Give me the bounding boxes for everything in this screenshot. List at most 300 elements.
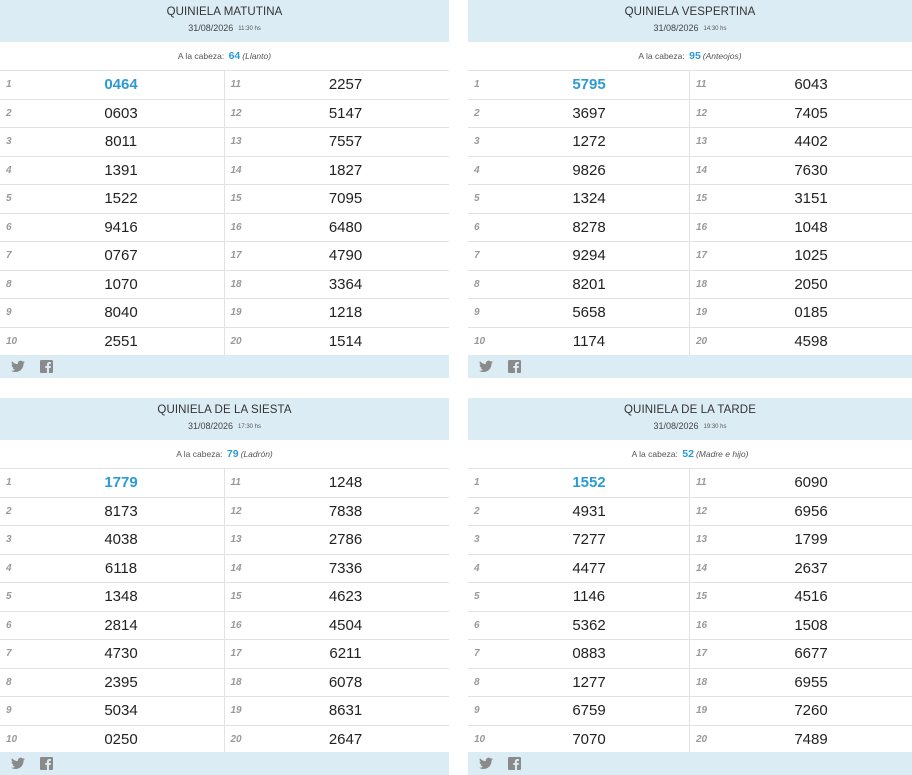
drawn-number: 1048 [794,218,828,236]
drawn-number: 2395 [104,673,138,691]
position-number: 8 [474,676,480,688]
share-bar [0,355,449,378]
drawn-number: 1508 [794,616,828,634]
drawn-number: 6090 [794,474,828,492]
drawn-number: 0603 [104,104,138,122]
result-row [690,640,912,669]
position-number: 12 [696,107,708,119]
result-row [468,214,689,243]
position-number: 19 [696,705,708,717]
drawn-number: 2637 [794,559,828,577]
position-number: 18 [230,278,242,290]
head-number: 0464 [104,76,138,94]
result-row [468,526,689,555]
result-row [0,328,224,357]
result-row [0,697,224,726]
result-row [225,185,450,214]
results-column-right [690,71,912,356]
position-number: 2 [474,505,480,517]
position-number: 3 [474,534,480,546]
results-column-right [225,469,450,754]
position-number: 12 [230,107,242,119]
result-row [225,640,450,669]
position-number: 13 [696,534,708,546]
drawn-number: 7557 [328,133,363,151]
position-number: 7 [6,648,12,660]
result-row [468,128,689,157]
result-row [0,612,224,641]
result-row [690,242,912,271]
drawn-number: 1272 [572,133,606,151]
position-number: 6 [474,619,480,631]
result-row [468,242,689,271]
result-row [0,299,224,328]
position-number: 6 [6,619,12,631]
results-grid [468,469,912,754]
draw-time: 19:30 hs [703,424,727,430]
result-row [225,555,450,584]
position-number: 1 [6,477,12,489]
draw-date-line [468,421,912,432]
position-number: 1 [474,477,480,489]
drawn-number: 7838 [328,502,363,520]
result-row [690,299,912,328]
drawn-number: 6677 [794,645,828,663]
draw-date: 31/08/2026 [653,421,699,431]
drawn-number: 6078 [328,673,363,691]
drawn-number: 5034 [104,702,138,720]
position-number: 17 [696,250,708,262]
result-row [225,726,450,755]
position-number: 12 [696,505,708,517]
position-number: 5 [6,591,12,603]
position-number: 8 [6,676,12,688]
drawn-number: 4504 [328,616,363,634]
position-number: 4 [6,164,12,176]
result-row [0,100,224,129]
result-row [468,612,689,641]
facebook-icon[interactable] [40,360,54,373]
drawn-number: 9826 [572,161,606,179]
result-row [690,214,912,243]
drawn-number: 1070 [104,275,138,293]
position-number: 15 [696,193,708,205]
result-row [0,669,224,698]
cabeza-meaning: (Madre e hijo) [695,449,749,459]
position-number: 13 [696,136,708,148]
position-number: 20 [230,734,242,746]
drawn-number: 4038 [104,531,138,549]
result-row [225,128,450,157]
result-row [0,726,224,755]
position-number: 10 [474,336,486,348]
panel-header [468,0,912,42]
drawn-number: 3697 [572,104,606,122]
drawn-number: 7277 [572,531,606,549]
result-row [0,71,224,100]
result-row [468,157,689,186]
results-grid [0,469,449,754]
position-number: 4 [6,562,12,574]
result-row [468,498,689,527]
position-number: 7 [474,250,480,262]
draw-date-line [0,421,449,432]
result-row [225,526,450,555]
share-bar [468,355,912,378]
results-grid [0,71,449,356]
draw-date: 31/08/2026 [187,421,233,431]
cabeza-line [0,42,449,71]
result-row [468,299,689,328]
cabeza-number: 79 [226,448,239,460]
position-number: 14 [696,562,708,574]
result-row [690,583,912,612]
drawn-number: 7489 [794,731,828,749]
quiniela-panel [468,398,912,775]
result-row [0,242,224,271]
drawn-number: 4477 [572,559,606,577]
result-row [0,157,224,186]
drawn-number: 6759 [572,702,606,720]
drawn-number: 1248 [328,474,363,492]
position-number: 15 [696,591,708,603]
position-number: 17 [230,648,242,660]
drawn-number: 7630 [794,161,828,179]
drawn-number: 6118 [104,559,138,577]
result-row [0,583,224,612]
drawn-number: 9416 [104,218,138,236]
result-row [0,271,224,300]
result-row [468,726,689,755]
position-number: 5 [474,193,480,205]
result-row [225,328,450,357]
position-number: 7 [474,648,480,660]
position-number: 12 [230,505,242,517]
drawn-number: 8011 [104,133,138,151]
cabeza-label: A la cabeza: [177,51,225,61]
drawn-number: 1514 [328,333,363,351]
position-number: 2 [6,107,12,119]
position-number: 18 [696,676,708,688]
position-number: 20 [230,336,242,348]
cabeza-line [468,42,912,71]
drawn-number: 0250 [104,731,138,749]
position-number: 4 [474,562,480,574]
position-number: 18 [230,676,242,688]
panel-title[interactable]: QUINIELA DE LA SIESTA [157,404,292,416]
result-row [690,526,912,555]
twitter-icon[interactable] [479,757,493,770]
result-row [690,612,912,641]
position-number: 14 [696,164,708,176]
drawn-number: 1391 [104,161,138,179]
position-number: 3 [6,136,12,148]
position-number: 10 [474,734,486,746]
drawn-number: 1324 [572,190,606,208]
drawn-number: 1174 [572,333,606,351]
result-row [0,128,224,157]
cabeza-label: A la cabeza: [638,51,685,61]
position-number: 16 [696,221,708,233]
result-row [468,469,689,498]
position-number: 9 [474,307,480,319]
drawn-number: 6480 [328,218,363,236]
drawn-number: 1827 [328,161,363,179]
position-number: 11 [696,79,707,91]
result-row [225,469,450,498]
result-row [690,185,912,214]
result-row [0,526,224,555]
drawn-number: 4730 [104,645,138,663]
drawn-number: 5362 [572,616,606,634]
result-row [468,640,689,669]
position-number: 9 [6,307,12,319]
result-row [468,669,689,698]
drawn-number: 0767 [104,247,138,265]
head-number: 1779 [104,474,138,492]
drawn-number: 4931 [572,502,606,520]
result-row [0,555,224,584]
result-row [468,185,689,214]
position-number: 3 [6,534,12,546]
drawn-number: 1218 [328,304,363,322]
position-number: 15 [230,193,242,205]
result-row [225,100,450,129]
draw-date-line [0,23,449,34]
result-row [468,583,689,612]
result-row [690,271,912,300]
drawn-number: 5147 [328,104,363,122]
drawn-number: 1025 [794,247,828,265]
drawn-number: 2647 [328,731,363,749]
position-number: 11 [696,477,707,489]
result-row [225,157,450,186]
result-row [468,697,689,726]
result-row [690,498,912,527]
drawn-number: 5658 [572,304,606,322]
draw-time: 17:30 hs [238,424,262,430]
result-row [225,242,450,271]
position-number: 17 [696,648,708,660]
position-number: 11 [230,79,241,91]
drawn-number: 7095 [328,190,363,208]
position-number: 1 [474,79,480,91]
twitter-icon[interactable] [11,757,25,770]
result-row [0,498,224,527]
drawn-number: 2786 [328,531,363,549]
drawn-number: 1277 [572,673,606,691]
drawn-number: 3364 [328,275,363,293]
position-number: 16 [230,619,242,631]
drawn-number: 8040 [104,304,138,322]
drawn-number: 2050 [794,275,828,293]
result-row [690,697,912,726]
drawn-number: 8278 [572,218,606,236]
drawn-number: 3151 [794,190,828,208]
drawn-number: 1348 [104,588,138,606]
twitter-icon[interactable] [479,360,493,373]
position-number: 6 [6,221,12,233]
position-number: 17 [230,250,242,262]
draw-time: 11:30 hs [238,26,261,32]
result-row [690,157,912,186]
position-number: 14 [230,164,242,176]
quiniela-panel [468,0,912,378]
draw-date-line [468,23,912,34]
result-row [225,612,450,641]
results-column-left [0,469,225,754]
draw-time: 14:30 hs [703,26,727,32]
position-number: 2 [6,505,12,517]
result-row [690,669,912,698]
facebook-icon[interactable] [508,360,522,373]
drawn-number: 8173 [104,502,138,520]
drawn-number: 4402 [794,133,828,151]
position-number: 16 [230,221,242,233]
drawn-number: 7336 [328,559,363,577]
position-number: 11 [230,477,241,489]
result-row [690,328,912,357]
result-row [690,469,912,498]
cabeza-label: A la cabeza: [176,449,223,459]
position-number: 9 [474,705,480,717]
results-column-right [690,469,912,754]
result-row [468,271,689,300]
position-number: 20 [696,336,708,348]
share-bar [468,752,912,775]
position-number: 4 [474,164,480,176]
drawn-number: 6956 [794,502,828,520]
result-row [468,328,689,357]
cabeza-number: 52 [682,448,694,460]
panel-header [468,398,912,440]
result-row [225,498,450,527]
drawn-number: 8631 [328,702,363,720]
drawn-number: 1799 [794,531,828,549]
position-number: 15 [230,591,242,603]
result-row [0,469,224,498]
panel-title[interactable]: QUINIELA VESPERTINA [624,6,756,18]
position-number: 16 [696,619,708,631]
drawn-number: 9294 [572,247,606,265]
results-column-left [468,469,690,754]
twitter-icon[interactable] [11,360,25,373]
position-number: 5 [6,193,12,205]
result-row [468,71,689,100]
drawn-number: 2257 [328,76,363,94]
result-row [468,555,689,584]
position-number: 2 [474,107,480,119]
result-row [225,271,450,300]
head-number: 1552 [572,474,606,492]
result-row [225,71,450,100]
cabeza-number: 95 [689,50,701,62]
position-number: 20 [696,734,708,746]
cabeza-meaning: (Llanto) [242,51,272,61]
position-number: 18 [696,278,708,290]
drawn-number: 2814 [104,616,138,634]
draw-date: 31/08/2026 [188,23,234,33]
share-bar [0,752,449,775]
drawn-number: 1146 [572,588,606,606]
facebook-icon[interactable] [508,757,522,770]
cabeza-line [0,440,449,469]
result-row [225,669,450,698]
drawn-number: 4623 [328,588,363,606]
head-number: 5795 [572,76,606,94]
position-number: 13 [230,136,242,148]
drawn-number: 7260 [794,702,828,720]
cabeza-meaning: (Anteojos) [702,51,742,61]
drawn-number: 7070 [572,731,606,749]
result-row [690,100,912,129]
position-number: 9 [6,705,12,717]
panel-header [0,0,449,42]
drawn-number: 0185 [794,304,828,322]
drawn-number: 8201 [572,275,606,293]
panel-title[interactable]: QUINIELA DE LA TARDE [624,404,756,416]
position-number: 7 [6,250,12,262]
position-number: 8 [474,278,480,290]
result-row [225,697,450,726]
result-row [690,128,912,157]
result-row [225,583,450,612]
position-number: 19 [230,705,242,717]
position-number: 8 [6,278,12,290]
position-number: 10 [6,336,18,348]
drawn-number: 2551 [104,333,138,351]
panel-title[interactable]: QUINIELA MATUTINA [166,6,283,18]
position-number: 13 [230,534,242,546]
drawn-number: 6955 [794,673,828,691]
cabeza-number: 64 [228,50,241,62]
drawn-number: 4790 [328,247,363,265]
results-column-left [0,71,225,356]
drawn-number: 4516 [794,588,828,606]
drawn-number: 6211 [329,645,362,663]
quiniela-panel [0,0,449,378]
result-row [0,640,224,669]
panel-header [0,398,449,440]
drawn-number: 0883 [572,645,606,663]
result-row [225,299,450,328]
facebook-icon[interactable] [40,757,54,770]
results-column-left [468,71,690,356]
draw-date: 31/08/2026 [653,23,699,33]
result-row [690,726,912,755]
result-row [468,100,689,129]
position-number: 5 [474,591,480,603]
result-row [0,214,224,243]
cabeza-label: A la cabeza: [631,449,678,459]
position-number: 14 [230,562,242,574]
drawn-number: 1522 [104,190,138,208]
position-number: 3 [474,136,480,148]
results-grid [468,71,912,356]
drawn-number: 7405 [794,104,828,122]
result-row [0,185,224,214]
drawn-number: 4598 [794,333,828,351]
cabeza-line [468,440,912,469]
quiniela-panel [0,398,449,775]
position-number: 6 [474,221,480,233]
result-row [690,555,912,584]
position-number: 1 [6,79,12,91]
cabeza-meaning: (Ladrón) [240,449,273,459]
position-number: 10 [6,734,18,746]
results-column-right [225,71,450,356]
result-row [225,214,450,243]
